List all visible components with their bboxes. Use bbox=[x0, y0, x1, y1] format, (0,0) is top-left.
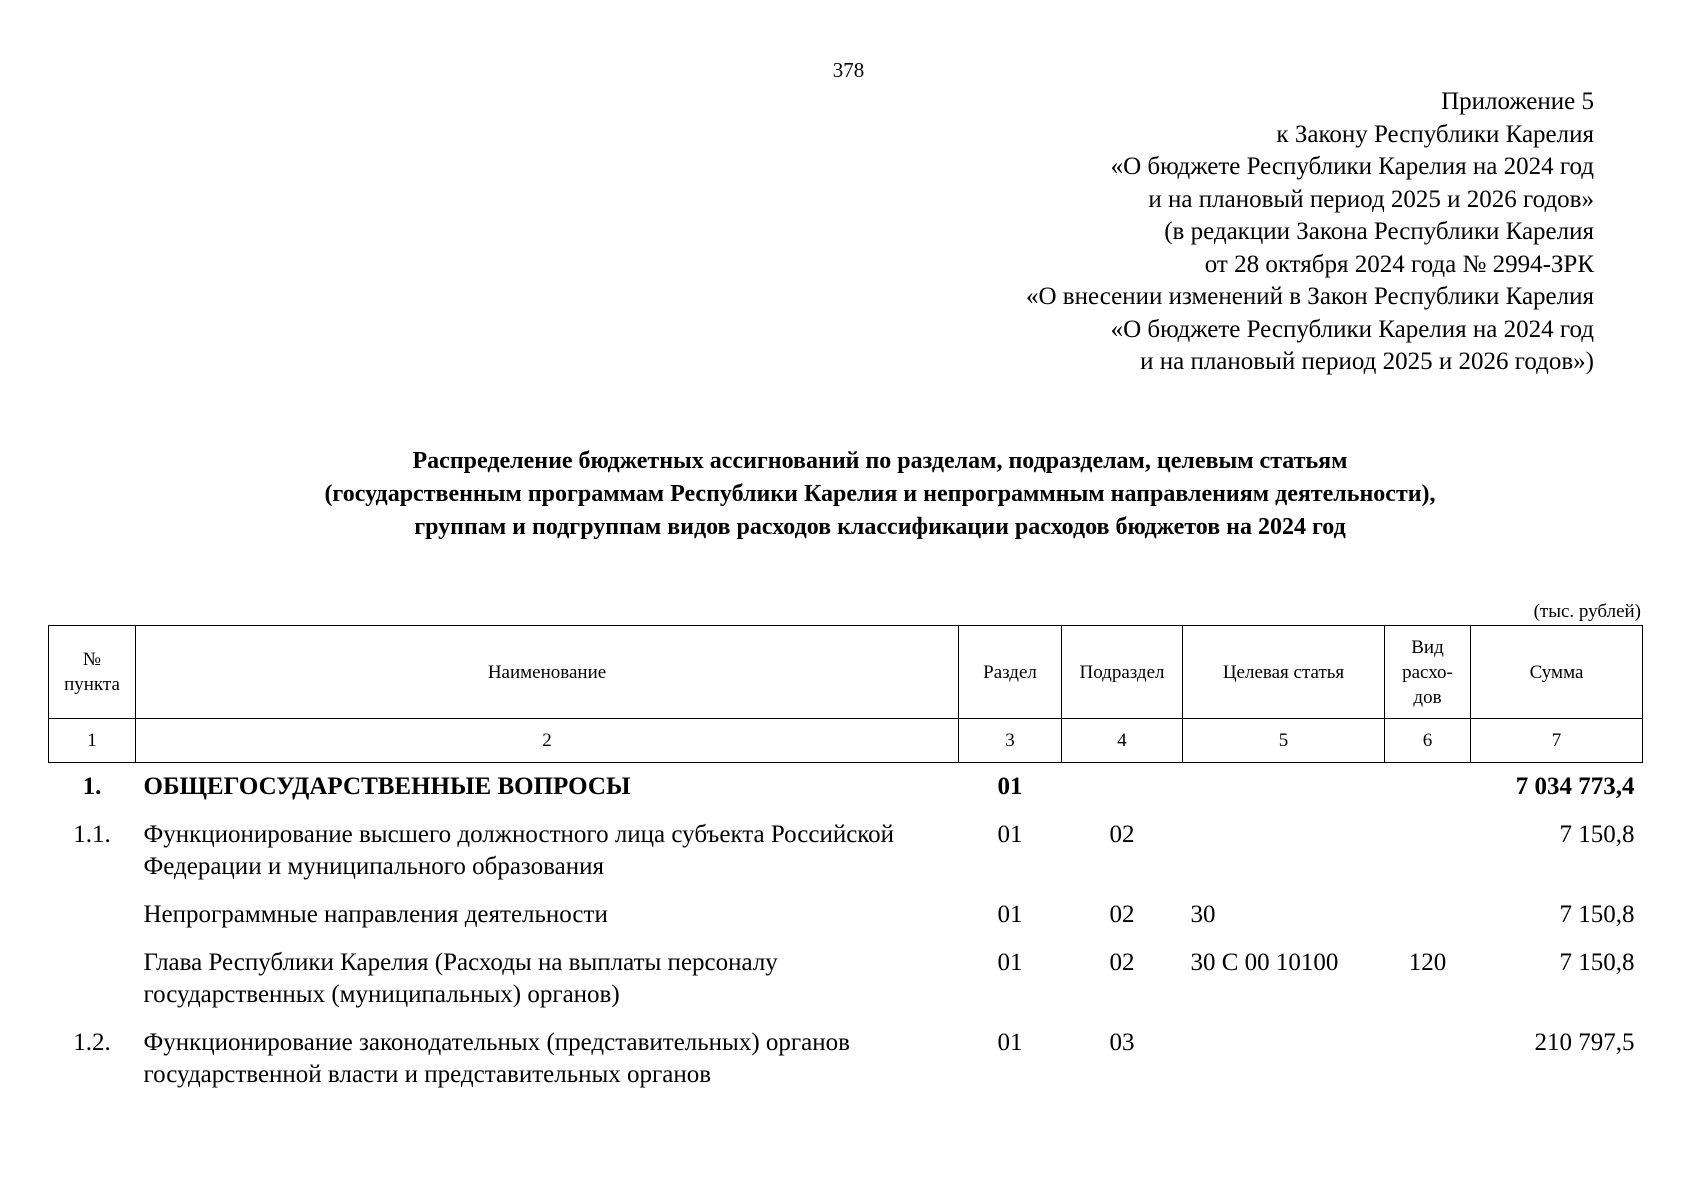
row-article bbox=[1183, 819, 1385, 899]
appendix-line: Приложение 5 bbox=[1441, 88, 1594, 115]
document-title bbox=[0, 445, 1697, 544]
row-vid bbox=[1385, 819, 1471, 899]
title-line: (государственным программам Республики Карелия и непрограммным направлениям деятельности), bbox=[324, 481, 1436, 507]
title-line: Распределение бюджетных ассигнований по разделам, подразделам, целевым статьям bbox=[412, 448, 1348, 474]
column-number: 7 bbox=[1471, 719, 1643, 763]
row-article: 30 С 00 10100 bbox=[1190, 949, 1339, 976]
appendix-line: «О внесении изменений в Закон Республики Карелия bbox=[1025, 283, 1594, 310]
table-row bbox=[49, 899, 1643, 947]
row-section: 01 bbox=[997, 901, 1023, 928]
row-number bbox=[49, 899, 136, 947]
appendix-block bbox=[1026, 86, 1594, 379]
table-row bbox=[49, 819, 1643, 899]
row-number: 1.1. bbox=[73, 821, 111, 848]
header-num bbox=[49, 626, 136, 719]
column-number: 4 bbox=[1062, 719, 1183, 763]
column-number: 6 bbox=[1385, 719, 1471, 763]
units-note: (тыс. рублей) bbox=[1533, 601, 1641, 622]
appendix-line: к Закону Республики Карелия bbox=[1276, 120, 1594, 148]
budget-table bbox=[48, 625, 1643, 1107]
header-section: Раздел bbox=[959, 626, 1062, 719]
appendix-line: «О бюджете Республики Карелия на 2024 год bbox=[1110, 315, 1594, 343]
table-row bbox=[49, 1027, 1643, 1107]
header-num-symbol: № bbox=[82, 649, 102, 670]
header-sum: Сумма bbox=[1471, 626, 1643, 719]
row-sum: 7 034 773,4 bbox=[1515, 773, 1635, 800]
column-number-row bbox=[49, 719, 1643, 763]
row-section: 01 bbox=[997, 821, 1023, 848]
appendix-line: (в редакции Закона Республики Карелия bbox=[1164, 218, 1594, 245]
row-article: 30 bbox=[1190, 901, 1216, 928]
column-number: 2 bbox=[136, 719, 959, 763]
column-number: 3 bbox=[959, 719, 1062, 763]
row-name: Непрограммные направления деятельности bbox=[143, 901, 608, 928]
row-subsection: 02 bbox=[1109, 901, 1135, 928]
row-section: 01 bbox=[997, 949, 1023, 976]
row-number: 1.2. bbox=[73, 1029, 111, 1056]
row-number: 1. bbox=[82, 773, 102, 800]
header-vid-line: расхо- bbox=[1402, 661, 1453, 683]
header-vid bbox=[1385, 626, 1471, 719]
row-vid: 120 bbox=[1408, 949, 1447, 976]
table-header-row bbox=[49, 626, 1643, 719]
row-subsection: 02 bbox=[1109, 949, 1135, 976]
page-number: 378 bbox=[832, 58, 865, 82]
row-article bbox=[1183, 763, 1385, 820]
appendix-line: и на плановый период 2025 и 2026 годов» bbox=[1148, 185, 1594, 213]
appendix-line: «О бюджете Республики Карелия на 2024 год bbox=[1110, 153, 1594, 180]
header-subsection: Подраздел bbox=[1062, 626, 1183, 719]
row-article bbox=[1183, 1027, 1385, 1107]
header-num-label: пункта bbox=[64, 674, 120, 695]
row-sum: 7 150,8 bbox=[1559, 901, 1635, 928]
appendix-line: от 28 октября 2024 года № 2994-ЗРК bbox=[1204, 250, 1594, 278]
row-section: 01 bbox=[997, 773, 1023, 800]
row-sum: 210 797,5 bbox=[1534, 1029, 1635, 1056]
row-vid bbox=[1385, 899, 1471, 947]
row-vid bbox=[1385, 1027, 1471, 1107]
table-row bbox=[49, 947, 1643, 1027]
column-number: 1 bbox=[49, 719, 136, 763]
row-subsection bbox=[1062, 763, 1183, 820]
row-name: ОБЩЕГОСУДАРСТВЕННЫЕ ВОПРОСЫ bbox=[143, 773, 631, 800]
title-line: группам и подгруппам видов расходов классификации расходов бюджетов на 2024 год bbox=[414, 514, 1346, 540]
row-vid bbox=[1385, 763, 1471, 820]
table-row bbox=[49, 763, 1643, 820]
row-name: Функционирование законодательных (представительных) органов государственной власти и представительных органов bbox=[143, 1029, 850, 1088]
column-number: 5 bbox=[1183, 719, 1385, 763]
header-article: Целевая статья bbox=[1183, 626, 1385, 719]
header-vid-line: Вид bbox=[1411, 636, 1444, 658]
row-number bbox=[49, 947, 136, 1027]
row-sum: 7 150,8 bbox=[1559, 821, 1635, 848]
row-section: 01 bbox=[997, 1029, 1023, 1056]
row-name: Функционирование высшего должностного лица субъекта Российской Федерации и муниципального образования bbox=[143, 821, 895, 880]
header-name: Наименование bbox=[136, 626, 959, 719]
header-vid-line: дов bbox=[1413, 686, 1442, 708]
row-name: Глава Республики Карелия (Расходы на выплаты персоналу государственных (муниципальных) органов) bbox=[143, 949, 778, 1008]
row-subsection: 03 bbox=[1109, 1029, 1135, 1056]
row-subsection: 02 bbox=[1109, 821, 1135, 848]
appendix-line: и на плановый период 2025 и 2026 годов») bbox=[1140, 348, 1594, 375]
row-sum: 7 150,8 bbox=[1559, 949, 1635, 976]
